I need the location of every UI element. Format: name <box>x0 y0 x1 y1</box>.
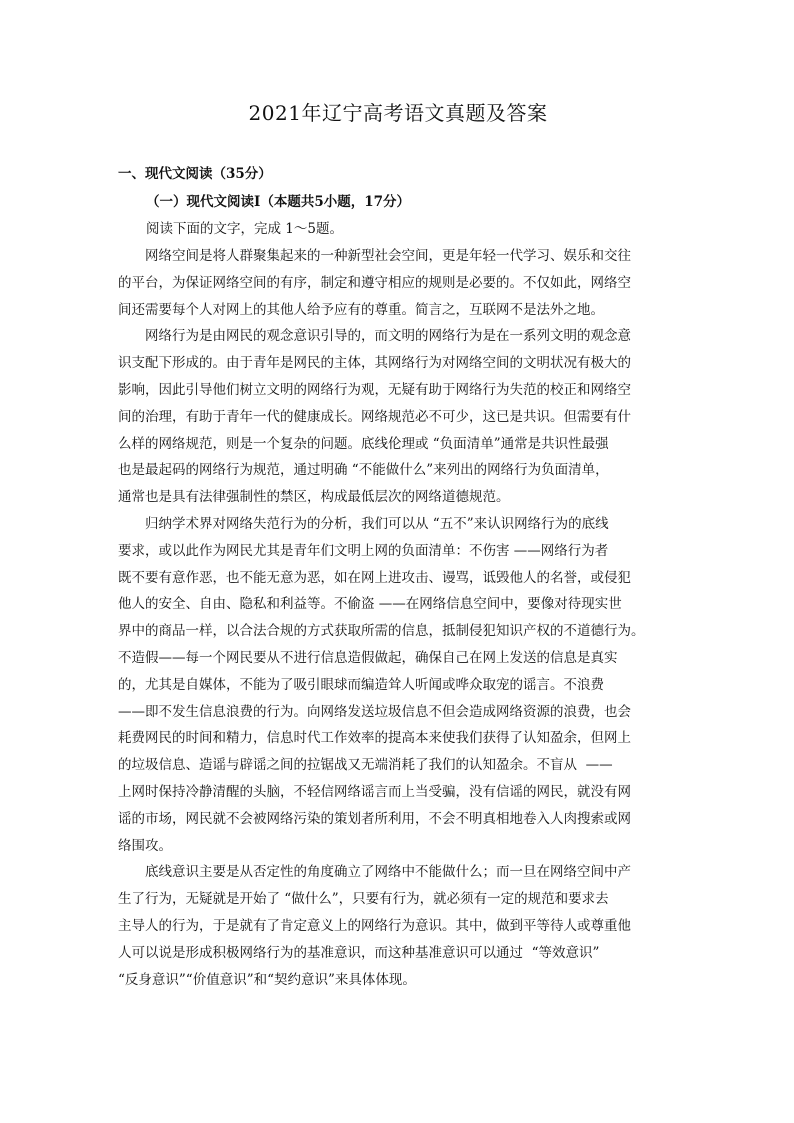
paragraph-line: “反身意识”“价值意识”和“契约意识”来具体体现。 <box>118 971 416 988</box>
passage-body <box>118 243 680 993</box>
document-title: 2021年辽宁高考语文真题及答案 <box>248 101 548 125</box>
paragraph-line: 的平台，为保证网络空间的有序，制定和遵守相应的规则是必要的。不仅如此，网络空 <box>118 274 631 291</box>
paragraph-line: 网络行为是由网民的观念意识引导的，而文明的网络行为是在一系列文明的观念意 <box>145 328 631 345</box>
paragraph-line: 的，尤其是自媒体，不能为了吸引眼球而编造耸人听闻或哗众取宠的谣言。不浪费 <box>118 676 604 693</box>
paragraph <box>118 859 680 993</box>
paragraph-line: 么样的网络规范，则是一个复杂的问题。底线伦理或 “负面清单”通常是共识性最强 <box>118 435 609 452</box>
section-heading: 一、现代文阅读（35分） <box>118 166 272 182</box>
paragraph-line: 通常也是具有法律强制性的禁区，构成最低层次的网络道德规范。 <box>118 489 510 506</box>
paragraph-line: 上网时保持冷静清醒的头脑，不轻信网络谣言而上当受骗，没有信谣的网民，就没有网 <box>118 783 631 800</box>
paragraph-line: ——即不发生信息浪费的行为。向网络发送垃圾信息不但会造成网络资源的浪费，也会 <box>118 703 631 720</box>
subsection-heading: （一）现代文阅读Ⅰ（本题共5小题，17分） <box>146 194 410 210</box>
paragraph-line: 识支配下形成的。由于青年是网民的主体，其网络行为对网络空间的文明状况有极大的 <box>118 355 631 372</box>
paragraph-line: 要求，或以此作为网民尤其是青年们文明上网的负面清单：不伤害 ——网络行为者 <box>118 542 609 559</box>
paragraph-line: 间的治理，有助于青年一代的健康成长。网络规范必不可少，这已是共识。但需要有什 <box>118 408 631 425</box>
paragraph <box>118 243 680 323</box>
paragraph-line: 谣的市场，网民就不会被网络污染的策划者所利用，不会不明真相地卷入人肉搜索或网 <box>118 810 631 827</box>
paragraph <box>118 511 680 859</box>
paragraph-line: 的垃圾信息、造谣与辟谣之间的拉锯战又无端消耗了我们的认知盈余。不盲从 —— <box>118 757 613 774</box>
paragraph-line: 影响，因此引导他们树立文明的网络行为观，无疑有助于网络行为失范的校正和网络空 <box>118 381 631 398</box>
paragraph-line: 底线意识主要是从否定性的角度确立了网络中不能做什么；而一旦在网络空间中产 <box>145 864 631 881</box>
paragraph-line: 他人的安全、自由、隐私和利益等。不偷盗 ——在网络信息空间中，要像对待现实世 <box>118 596 622 613</box>
paragraph-line: 人可以说是形成积极网络行为的基准意识，而这种基准意识可以通过 “等效意识” <box>118 944 600 961</box>
paragraph-line: 主导人的行为，于是就有了肯定意义上的网络行为意识。其中，做到平等待人或尊重他 <box>118 917 631 934</box>
paragraph-line: 归纳学术界对网络失范行为的分析，我们可以从 “五不”来认识网络行为的底线 <box>145 515 609 532</box>
paragraph <box>118 323 680 511</box>
reading-instruction: 阅读下面的文字，完成 1～5题。 <box>146 221 343 237</box>
paragraph-line: 网络空间是将人群聚集起来的一种新型社会空间，更是年轻一代学习、娱乐和交往 <box>145 248 631 264</box>
paragraph-line: 也是最起码的网络行为规范，通过明确 “不能做什么”来列出的网络行为负面清单， <box>118 462 609 479</box>
paragraph-line: 络围攻。 <box>118 837 172 854</box>
paragraph-line: 不造假——每一个网民要从不进行信息造假做起，确保自己在网上发送的信息是真实 <box>118 649 618 666</box>
paragraph-line: 既不要有意作恶，也不能无意为恶，如在网上进攻击、谩骂，诋毁他人的名誉，或侵犯 <box>118 569 631 586</box>
paragraph-line: 生了行为，无疑就是开始了 “做什么”，只要有行为，就必须有一定的规范和要求去 <box>118 891 609 908</box>
paragraph-line: 耗费网民的时间和精力，信息时代工作效率的提高本来使我们获得了认知盈余，但网上 <box>118 730 631 747</box>
paragraph-line: 界中的商品一样，以合法合规的方式获取所需的信息，抵制侵犯知识产权的不道德行为。 <box>118 623 645 640</box>
paragraph-line: 间还需要每个人对网上的其他人给予应有的尊重。简言之，互联网不是法外之地。 <box>118 301 604 318</box>
